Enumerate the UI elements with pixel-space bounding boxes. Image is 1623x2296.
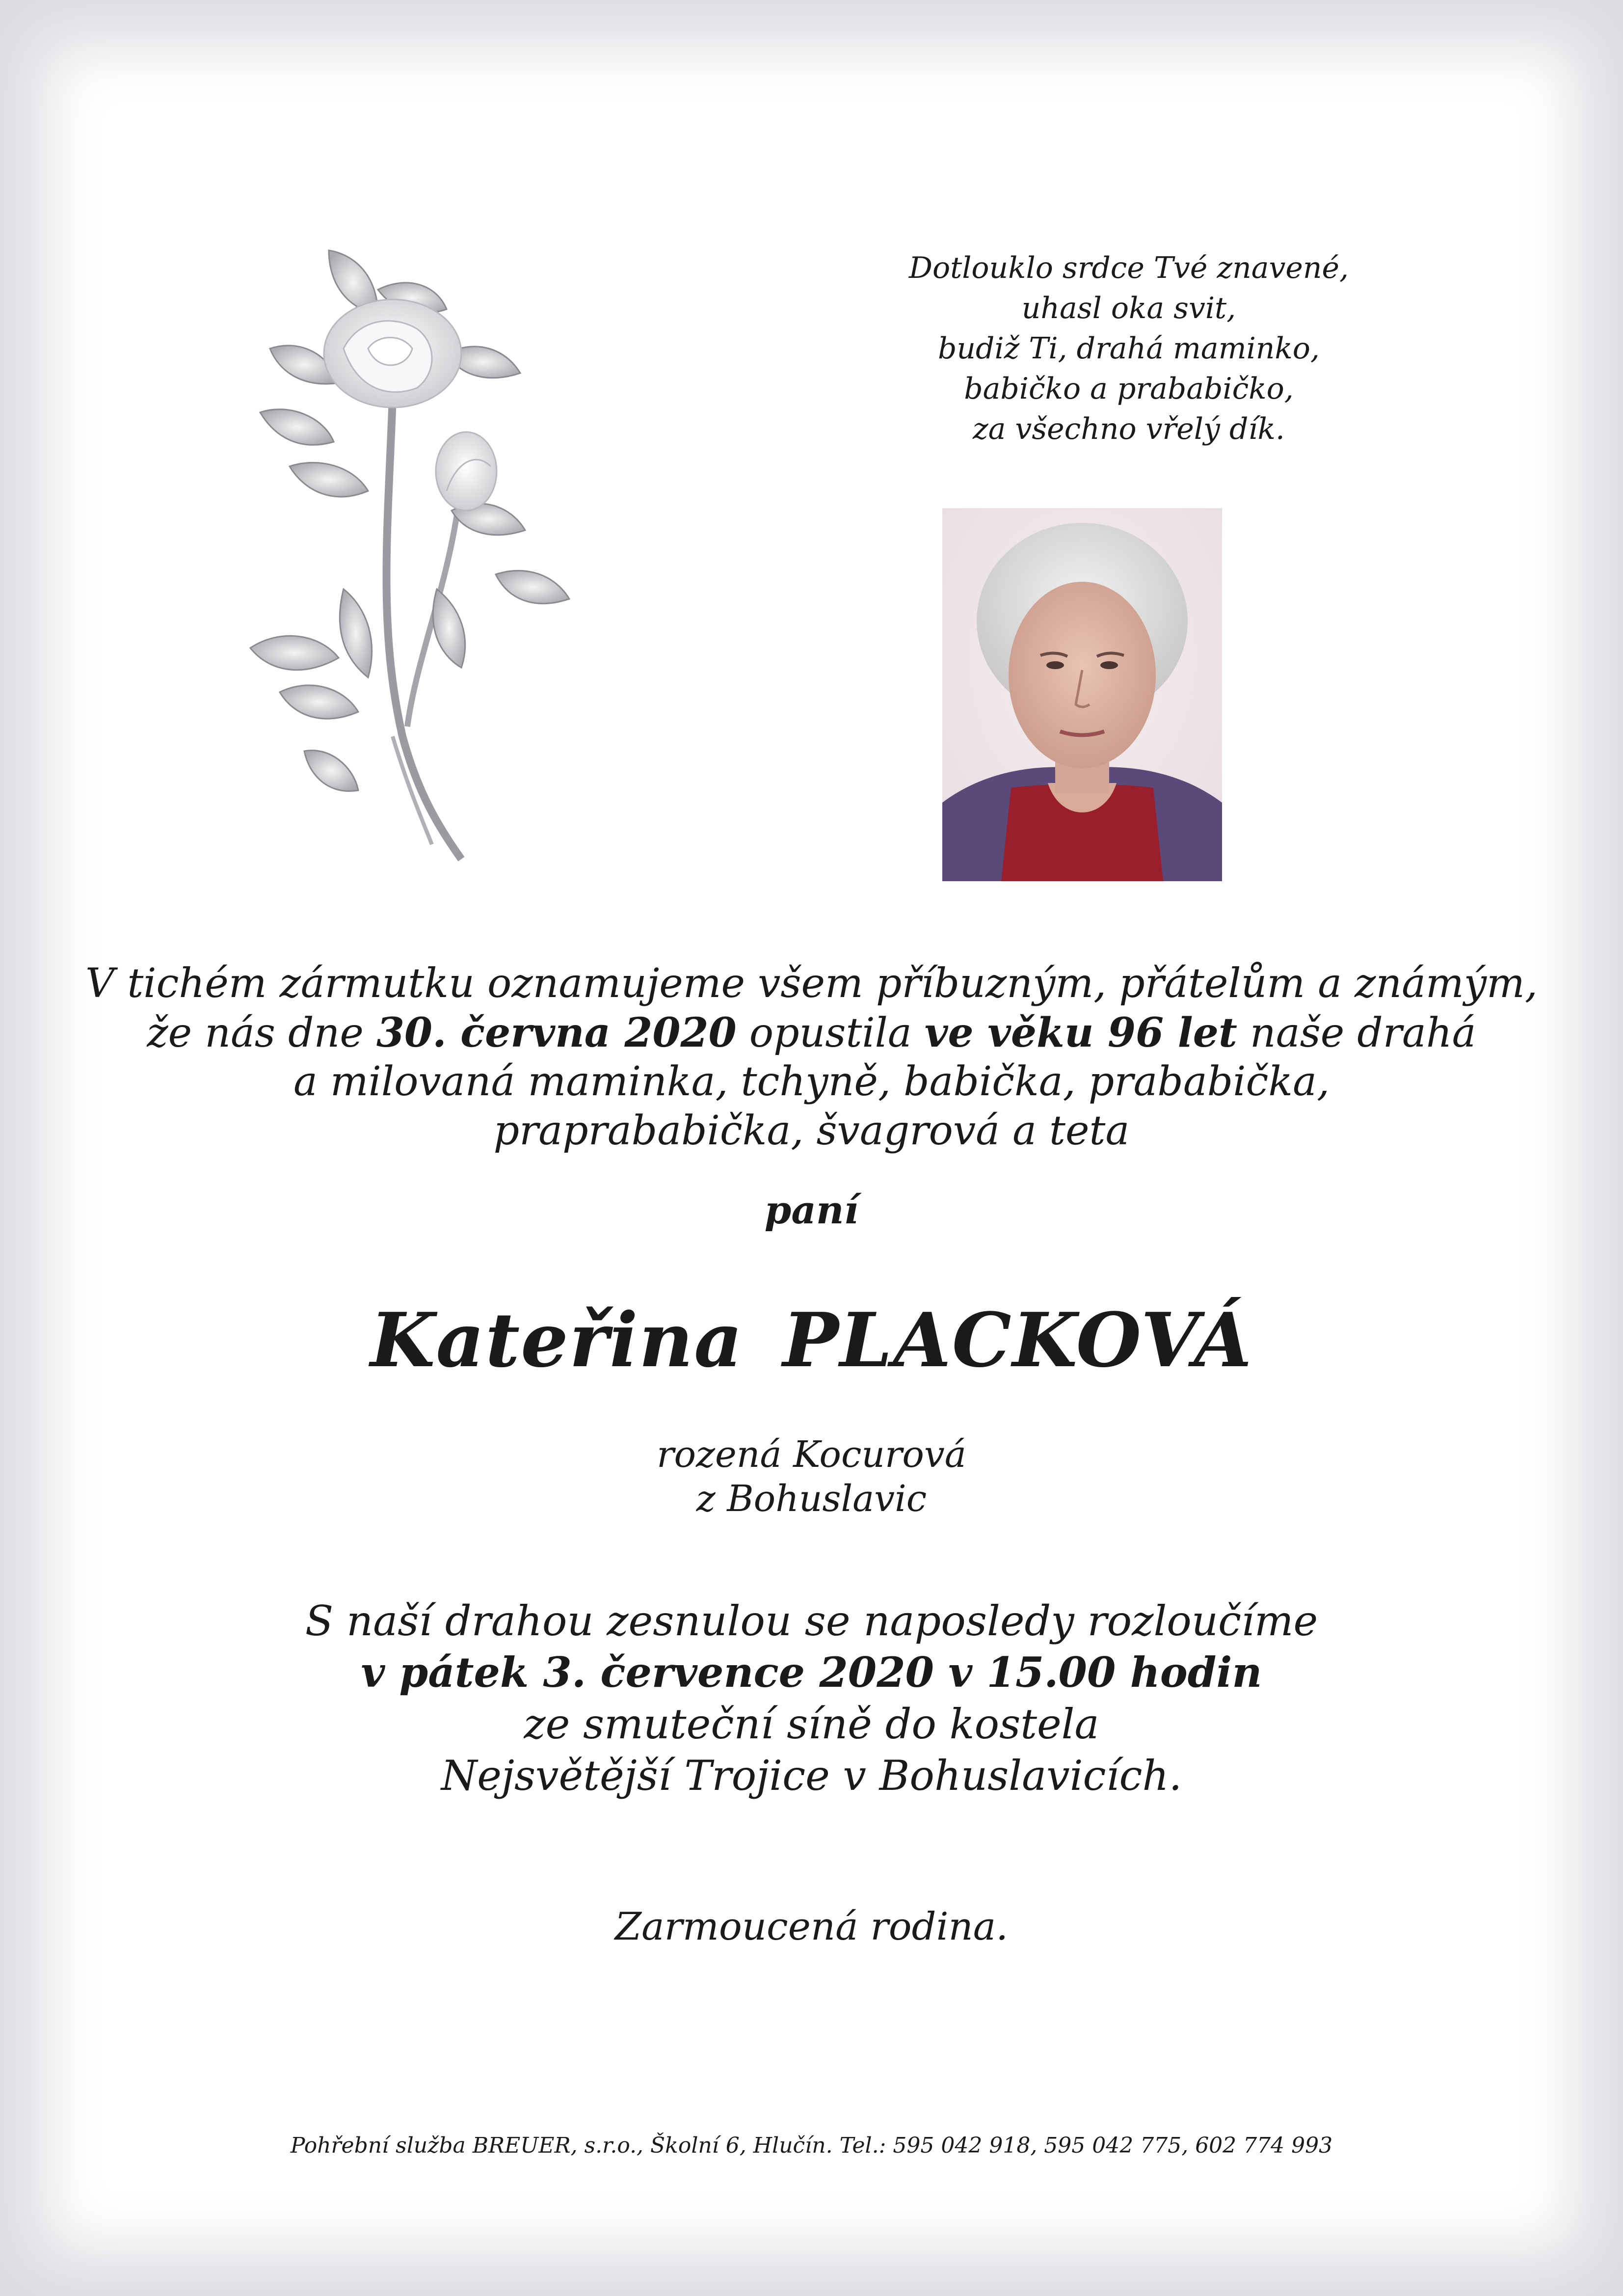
poem-line: uhasl oka svit, <box>1021 291 1236 325</box>
title-word: paní <box>764 1188 859 1233</box>
farewell-line-4: Nejsvětější Trojice v Bohuslavicích. <box>441 1752 1182 1800</box>
portrait-photo <box>942 508 1222 881</box>
announcement-text: opustila <box>736 1010 925 1056</box>
farewell-line-3: ze smuteční síně do kostela <box>524 1700 1099 1748</box>
funeral-datetime: v pátek 3. července 2020 v 15.00 hodin <box>361 1648 1262 1697</box>
memorial-poem <box>834 248 1423 449</box>
age-at-death: ve věku 96 let <box>924 1009 1237 1056</box>
poem-line: budiž Ti, drahá maminko, <box>938 331 1320 366</box>
poem-line: Dotlouklo srdce Tvé znavené, <box>908 251 1349 285</box>
announcement-line-4: praprababička, švagrová a teta <box>493 1107 1130 1154</box>
origin: z Bohuslavic <box>696 1478 927 1520</box>
announcement-line-3: a milovaná maminka, tchyně, babička, prababička, <box>293 1058 1330 1105</box>
announcement-text: naše drahá <box>1237 1010 1476 1056</box>
first-name: Kateřina <box>370 1296 744 1384</box>
surname: PLACKOVÁ <box>782 1296 1253 1384</box>
announcement-text: že nás dne <box>147 1010 376 1056</box>
announcement-line-2 <box>0 1009 1623 1057</box>
announcement-line-1: V tichém zármutku oznamujeme všem příbuzným, přátelům a známým, <box>85 960 1538 1007</box>
poem-line: za všechno vřelý dík. <box>972 412 1285 446</box>
deceased-name <box>0 1296 1623 1384</box>
poem-line: babičko a prababičko, <box>964 372 1294 406</box>
farewell-line-1: S naší drahou zesnulou se naposledy rozloučíme <box>305 1597 1318 1645</box>
white-rose-illustration <box>231 236 584 874</box>
death-date: 30. června 2020 <box>376 1009 737 1056</box>
maiden-name: rozená Kocurová <box>657 1433 966 1476</box>
signature: Zarmoucená rodina. <box>614 1905 1009 1949</box>
funeral-service-footer: Pohřební služba BREUER, s.r.o., Školní 6, Hlučín. Tel.: 595 042 918, 595 042 775, 602 774 993 <box>290 2133 1333 2158</box>
